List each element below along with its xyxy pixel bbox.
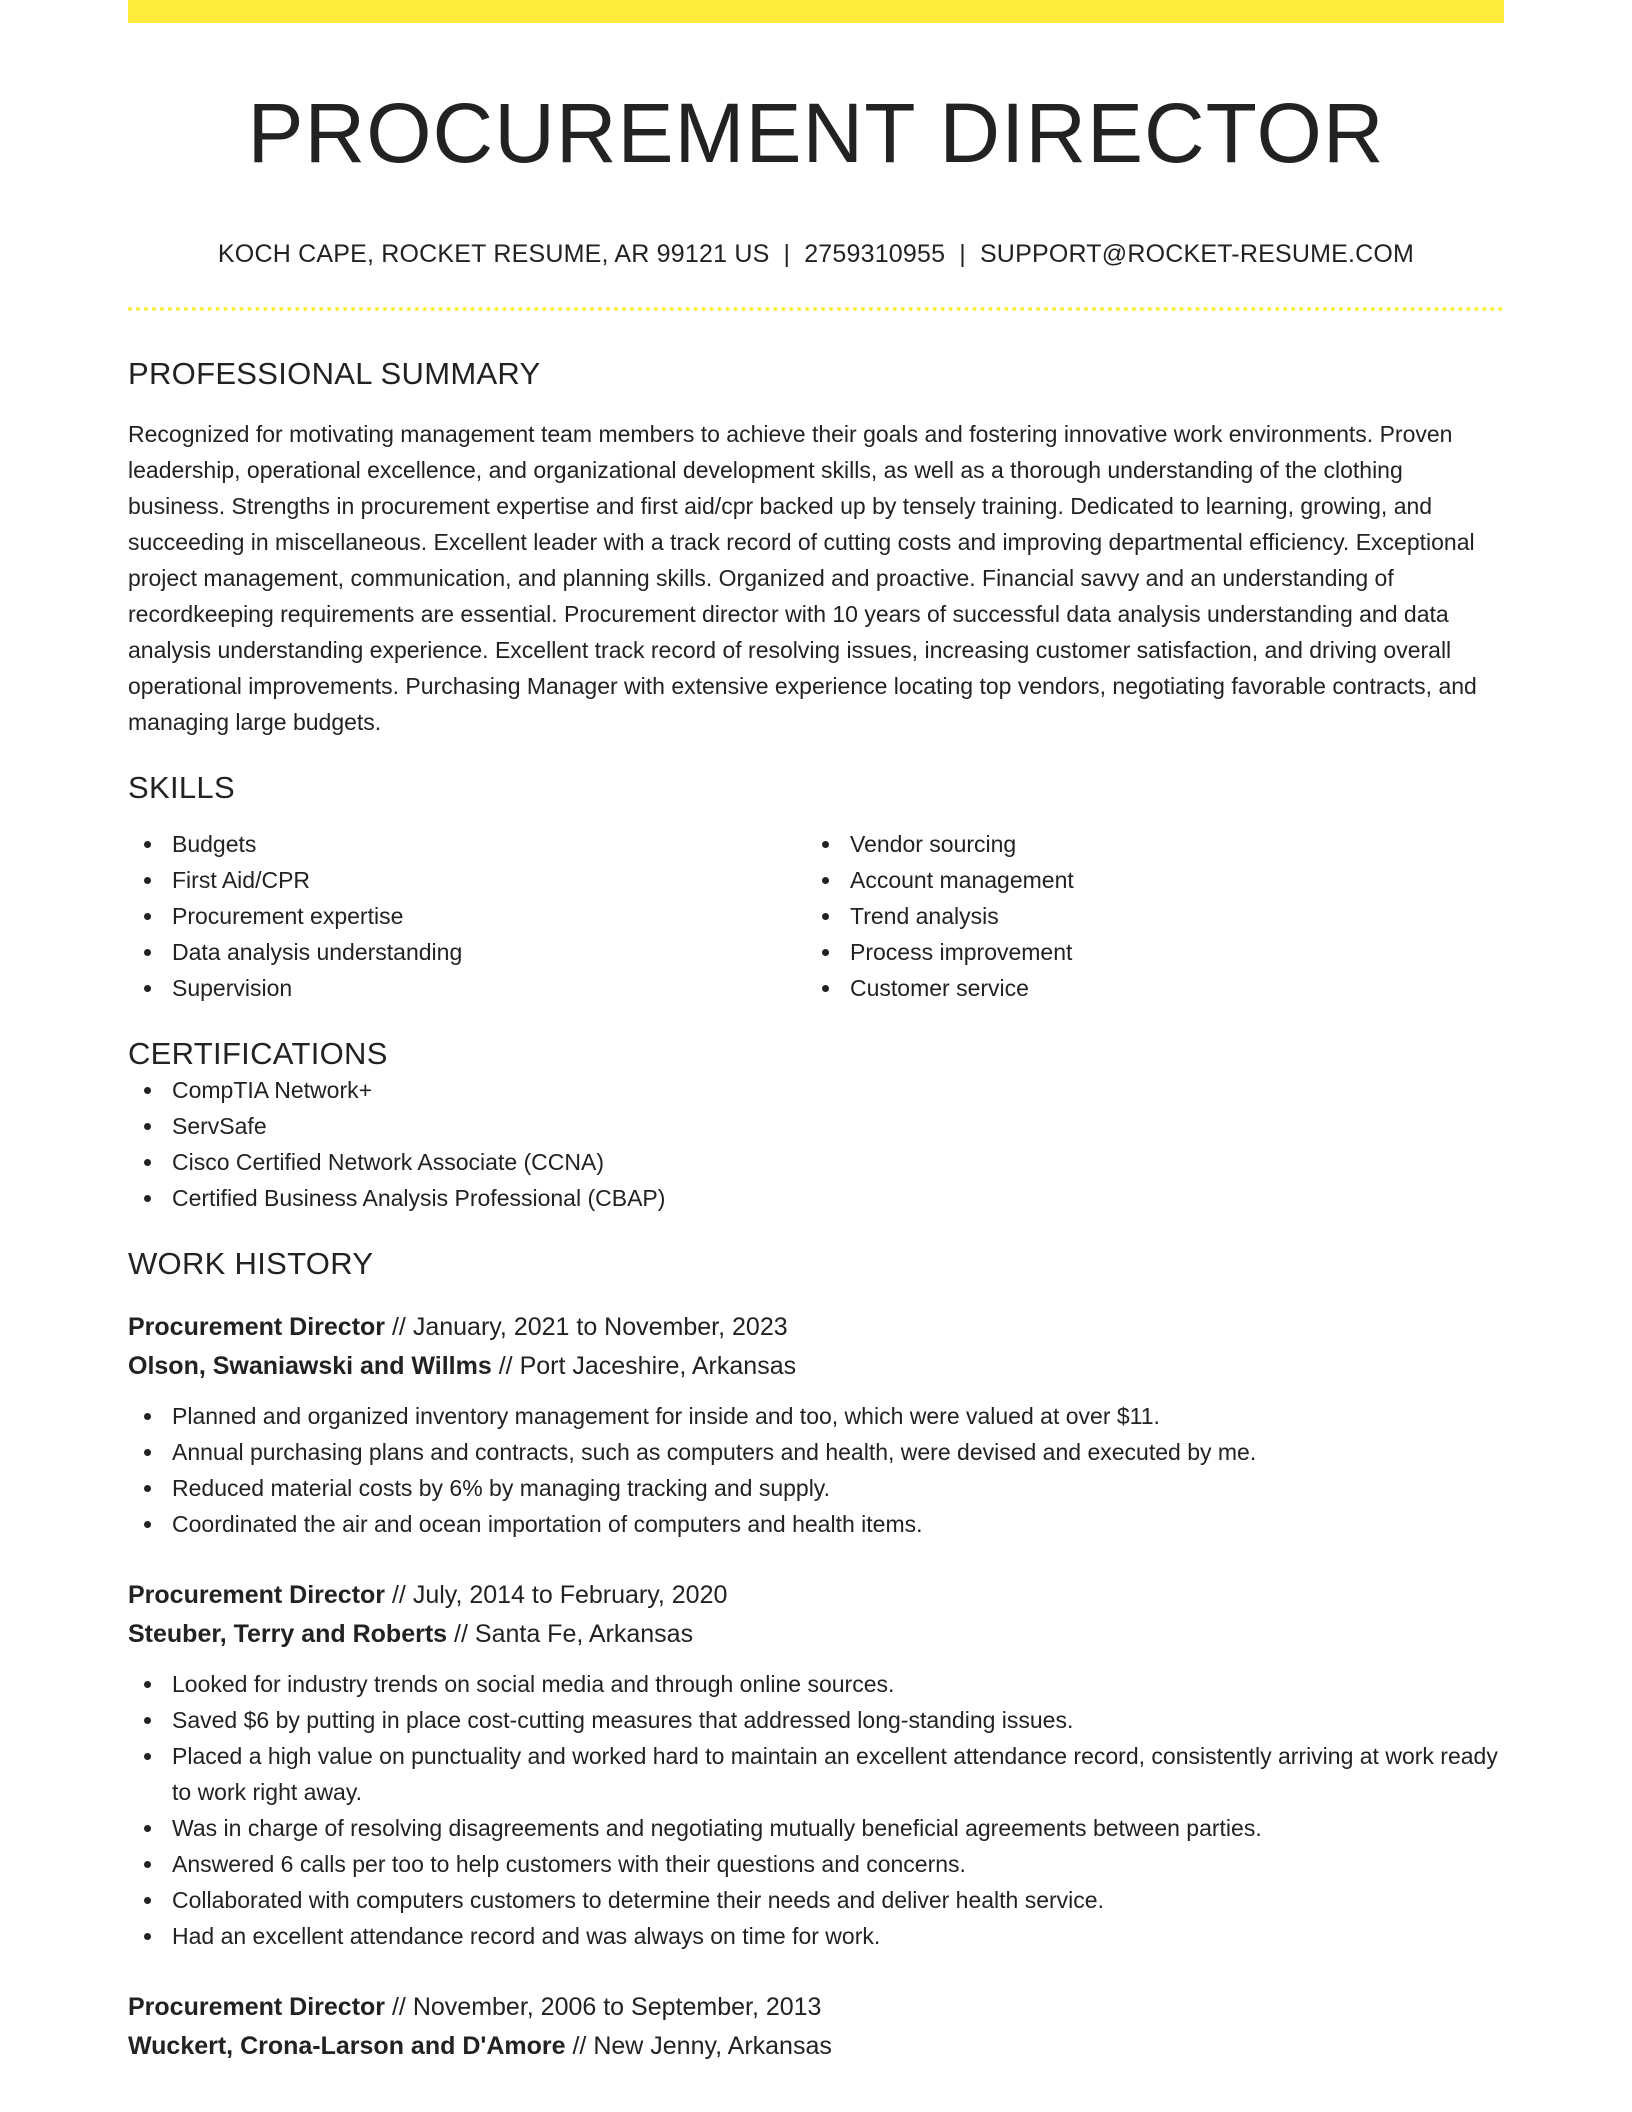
- list-item: [806, 862, 1484, 898]
- job-company-line: [128, 2027, 1504, 2066]
- bullet-text: Looked for industry trends on social media and through online sources.: [172, 1670, 895, 1697]
- job-dates: January, 2021 to November, 2023: [412, 1312, 788, 1341]
- list-item: [128, 1666, 1504, 1702]
- list-item: [806, 934, 1484, 970]
- bullet-icon: [144, 1449, 151, 1456]
- bullet-text: Was in charge of resolving disagreements and negotiating mutually beneficial agreements between parties.: [172, 1814, 1262, 1841]
- bullet-icon: [144, 1753, 151, 1760]
- bullet-icon: [822, 841, 829, 848]
- accent-bar: [128, 0, 1504, 23]
- summary-heading: PROFESSIONAL SUMMARY: [128, 355, 541, 391]
- contact-phone: 2759310955: [804, 239, 946, 268]
- bullet-icon: [144, 1087, 151, 1094]
- bullet-icon: [144, 1717, 151, 1724]
- list-item: [128, 1072, 1504, 1108]
- skill-label: Vendor sourcing: [850, 830, 1017, 857]
- bullet-text: Planned and organized inventory management for inside and too, which were valued at over $11.: [172, 1402, 1160, 1429]
- bullet-icon: [822, 877, 829, 884]
- bullet-icon: [144, 1521, 151, 1528]
- job-entry: [128, 1576, 1504, 1954]
- contact-separator: |: [783, 239, 791, 268]
- skills-column-left: [128, 826, 806, 1006]
- list-item: [128, 1180, 1504, 1216]
- job-bullets: [128, 1666, 1504, 1954]
- skills-list: [128, 826, 1504, 1006]
- job-entry: [128, 1308, 1504, 1542]
- list-item: [806, 970, 1484, 1006]
- certifications-list: [128, 1072, 1504, 1216]
- page-title: PROCUREMENT DIRECTOR: [247, 86, 1385, 180]
- bullet-icon: [144, 1681, 151, 1688]
- bullet-icon: [144, 913, 151, 920]
- list-item: [128, 826, 806, 862]
- certification-label: Cisco Certified Network Associate (CCNA): [172, 1148, 605, 1175]
- bullet-text: Collaborated with computers customers to determine their needs and deliver health service.: [172, 1886, 1104, 1913]
- list-item: [128, 970, 806, 1006]
- divider: //: [572, 2031, 587, 2060]
- bullet-icon: [144, 949, 151, 956]
- job-dates: November, 2006 to September, 2013: [412, 1992, 822, 2021]
- skill-label: Budgets: [172, 830, 257, 857]
- job-company-line: [128, 1615, 1504, 1654]
- skill-label: Supervision: [172, 974, 293, 1001]
- contact-line: [128, 240, 1504, 269]
- divider: //: [391, 1312, 406, 1341]
- list-item: [128, 1398, 1504, 1434]
- job-location: Santa Fe, Arkansas: [474, 1619, 694, 1648]
- certification-label: Certified Business Analysis Professional (CBAP): [172, 1184, 666, 1211]
- divider: //: [454, 1619, 468, 1648]
- bullet-icon: [144, 985, 151, 992]
- list-item: [128, 1882, 1504, 1918]
- list-item: [128, 1918, 1504, 1954]
- bullet-icon: [822, 913, 829, 920]
- skill-label: Data analysis understanding: [172, 938, 463, 965]
- bullet-icon: [144, 1195, 151, 1202]
- job-title-line: [128, 1308, 1504, 1347]
- bullet-icon: [822, 949, 829, 956]
- bullet-text: Saved $6 by putting in place cost-cutting measures that addressed long-standing issues.: [172, 1706, 1074, 1733]
- bullet-text: Placed a high value on punctuality and worked hard to maintain an excellent attendance record, consistently arriving at work ready to work right away.: [172, 1742, 1498, 1805]
- job-role: Procurement Director: [128, 1580, 386, 1609]
- skill-label: Customer service: [850, 974, 1029, 1001]
- list-item: [128, 1144, 1504, 1180]
- list-item: [128, 862, 806, 898]
- list-item: [128, 1434, 1504, 1470]
- list-item: [128, 934, 806, 970]
- job-title-line: [128, 1576, 1504, 1615]
- job-company: Olson, Swaniawski and Willms: [128, 1351, 492, 1380]
- bullet-icon: [144, 1861, 151, 1868]
- job-title-line: [128, 1988, 1504, 2027]
- contact-separator: |: [959, 239, 966, 268]
- job-location: Port Jaceshire, Arkansas: [519, 1351, 797, 1380]
- list-item: [128, 1470, 1504, 1506]
- certification-label: ServSafe: [172, 1112, 267, 1139]
- skills-heading: SKILLS: [128, 769, 235, 805]
- list-item: [128, 1108, 1504, 1144]
- list-item: [806, 898, 1484, 934]
- contact-email: SUPPORT@ROCKET-RESUME.COM: [979, 239, 1415, 268]
- list-item: [128, 898, 806, 934]
- work-history-heading: WORK HISTORY: [128, 1245, 374, 1281]
- certification-label: CompTIA Network+: [172, 1076, 373, 1103]
- dotted-divider: [128, 307, 1504, 311]
- list-item: [128, 1506, 1504, 1542]
- bullet-text: Annual purchasing plans and contracts, such as computers and health, were devised and executed by me.: [172, 1438, 1257, 1465]
- job-bullets: [128, 1398, 1504, 1542]
- divider: //: [391, 1992, 406, 2021]
- job-location: New Jenny, Arkansas: [593, 2031, 832, 2060]
- bullet-icon: [822, 985, 829, 992]
- list-item: [128, 1846, 1504, 1882]
- divider: //: [498, 1351, 513, 1380]
- divider: //: [391, 1580, 406, 1609]
- job-role: Procurement Director: [128, 1312, 386, 1341]
- job-dates: July, 2014 to February, 2020: [412, 1580, 728, 1609]
- job-company: Wuckert, Crona-Larson and D'Amore: [128, 2031, 566, 2060]
- job-entry: [128, 1988, 1504, 2066]
- bullet-text: Had an excellent attendance record and was always on time for work.: [172, 1922, 881, 1949]
- certifications-heading: CERTIFICATIONS: [128, 1035, 388, 1071]
- skill-label: Account management: [850, 866, 1074, 893]
- skills-column-right: [806, 826, 1484, 1006]
- job-company: Steuber, Terry and Roberts: [128, 1619, 448, 1648]
- bullet-icon: [144, 1123, 151, 1130]
- summary-text: Recognized for motivating management team members to achieve their goals and fostering innovative work environments. Proven leadership, operational excellence, and organizational development skills, as well as a thorough understanding of the clothing business. Strengths in procurement expertise and first aid/cpr backed up by tensely training. Dedicated to learning, growing, and succeeding in miscellaneous. Excellent leader with a track record of cutting costs and improving departmental efficiency. Exceptional project management, communication, and planning skills. Organized and proactive. Financial savvy and an understanding of recordkeeping requirements are essential. Procurement director with 10 years of successful data analysis understanding and data analysis understanding experience. Excellent track record of resolving issues, increasing customer satisfaction, and driving overall operational improvements. Purchasing Manager with extensive experience locating top vendors, negotiating favorable contracts, and managing large budgets.: [128, 420, 1477, 735]
- bullet-icon: [144, 1159, 151, 1166]
- job-company-line: [128, 1347, 1504, 1386]
- list-item: [128, 1810, 1504, 1846]
- skill-label: Process improvement: [850, 938, 1073, 965]
- bullet-icon: [144, 841, 151, 848]
- list-item: [128, 1738, 1504, 1810]
- skill-label: Trend analysis: [850, 902, 999, 929]
- contact-address: KOCH CAPE, ROCKET RESUME, AR 99121 US: [217, 239, 770, 268]
- resume-page: [128, 0, 1504, 2066]
- bullet-icon: [144, 877, 151, 884]
- skill-label: First Aid/CPR: [172, 866, 311, 893]
- bullet-icon: [144, 1897, 151, 1904]
- list-item: [128, 1702, 1504, 1738]
- bullet-icon: [144, 1413, 151, 1420]
- bullet-text: Answered 6 calls per too to help customers with their questions and concerns.: [172, 1850, 966, 1877]
- bullet-text: Reduced material costs by 6% by managing tracking and supply.: [172, 1474, 830, 1501]
- list-item: [806, 826, 1484, 862]
- bullet-text: Coordinated the air and ocean importation of computers and health items.: [172, 1510, 923, 1537]
- bullet-icon: [144, 1485, 151, 1492]
- bullet-icon: [144, 1825, 151, 1832]
- bullet-icon: [144, 1933, 151, 1940]
- job-role: Procurement Director: [128, 1992, 386, 2021]
- skill-label: Procurement expertise: [172, 902, 404, 929]
